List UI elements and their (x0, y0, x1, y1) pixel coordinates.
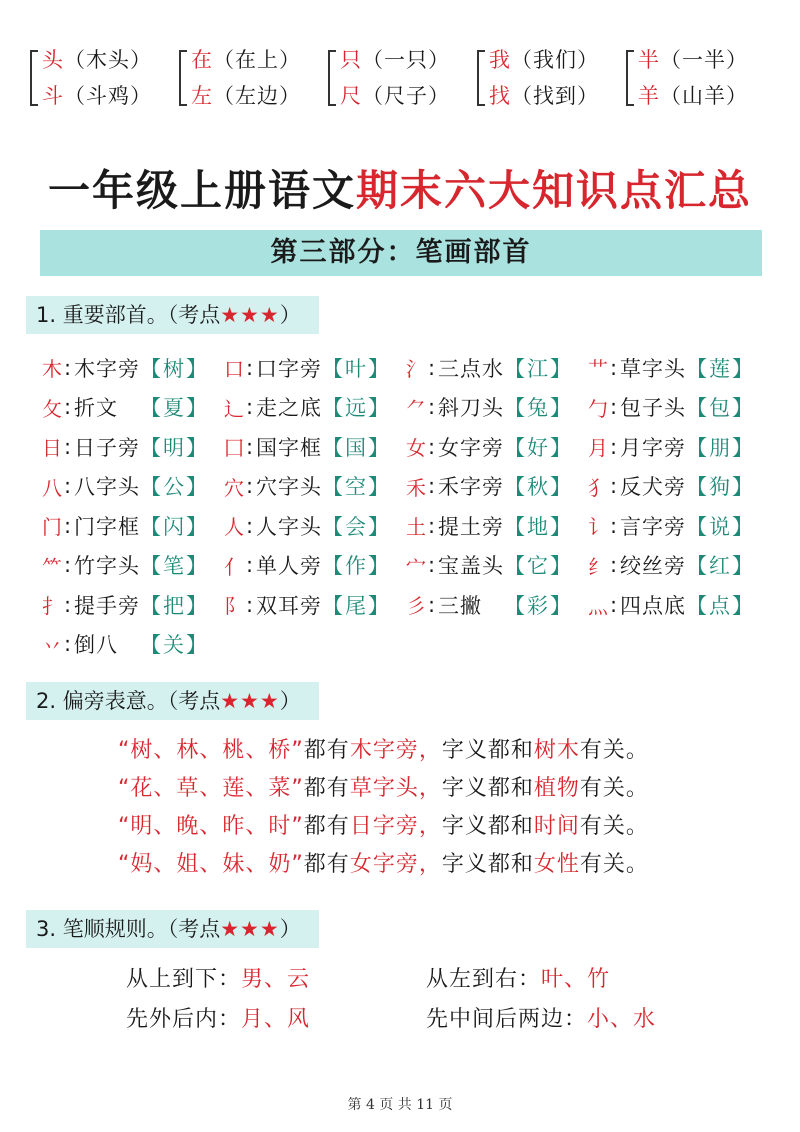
colon-separator: : (64, 632, 72, 657)
radical-name: 月字旁 (620, 435, 686, 460)
radical-glyph: 艹 (588, 357, 608, 382)
radical-item (586, 511, 768, 541)
radical-example: 【彩】 (504, 593, 573, 618)
radical-name: 四点底 (620, 593, 686, 618)
subheading-text: 1. 重要部首。（考点 (36, 303, 221, 327)
subheading-close: ） (279, 917, 301, 941)
radical-item (40, 432, 222, 462)
star-rating: ★★★ (220, 917, 280, 941)
radical-example: 【说】 (686, 514, 755, 539)
rule-item (126, 1000, 426, 1040)
meaning-text: 都有 (303, 814, 350, 839)
pair-char: 找 (489, 84, 511, 108)
radical-item (586, 392, 768, 422)
radical-glyph: 女 (406, 436, 426, 461)
radical-row (40, 388, 770, 428)
colon-separator: : (428, 434, 436, 459)
colon-separator: : (610, 434, 618, 459)
pair-row (638, 78, 773, 114)
page-title (0, 158, 800, 218)
rule-item (426, 1000, 726, 1040)
radical-glyph: ⺮ (42, 554, 62, 579)
colon-separator: : (64, 513, 72, 538)
radical-item (586, 550, 768, 580)
meaning-topic: 植物 (533, 776, 580, 801)
bracket (179, 50, 187, 106)
pair-row (638, 42, 773, 78)
pair-row (340, 78, 475, 114)
radical-item (40, 590, 222, 620)
radical-row (40, 585, 770, 625)
radical-item (586, 432, 768, 462)
radical-glyph: 八 (42, 475, 62, 500)
radical-glyph: 人 (224, 515, 244, 540)
pair-word: （我们） (511, 48, 599, 72)
radical-name: 宝盖头 (438, 554, 504, 579)
radical-glyph: 灬 (588, 594, 608, 619)
pair-char: 斗 (42, 84, 64, 108)
radical-glyph: 扌 (42, 594, 62, 619)
radical-example: 【朋】 (686, 435, 755, 460)
stroke-order-rules (126, 960, 726, 1040)
radical-item (222, 432, 404, 462)
radical-glyph: 纟 (588, 554, 608, 579)
title-black-part: 一年级上册语文 (47, 166, 356, 215)
meaning-line (118, 770, 718, 808)
subheading-text: 3. 笔顺规则。（考点 (36, 917, 221, 941)
radical-name: 穴字头 (256, 475, 322, 500)
colon-separator: : (610, 553, 618, 578)
colon-separator: : (246, 553, 254, 578)
radical-item (222, 550, 404, 580)
pair-word: （尺子） (362, 84, 450, 108)
radical-example: 【作】 (322, 554, 391, 579)
confusable-pair (475, 42, 624, 122)
radical-name: 双耳旁 (256, 593, 322, 618)
pair-char: 只 (340, 48, 362, 72)
meaning-text: 有关。 (579, 738, 649, 763)
pair-char: 左 (191, 84, 213, 108)
radical-name: 人字头 (256, 514, 322, 539)
radical-item (40, 511, 222, 541)
radical-name: 三点水 (438, 356, 504, 381)
meaning-topic: 树木 (533, 738, 580, 763)
radical-example: 【明】 (140, 435, 209, 460)
radical-item (222, 353, 404, 383)
radical-example: 【狗】 (686, 475, 755, 500)
meaning-text: 字义都和 (441, 738, 534, 763)
radical-glyph: 犭 (588, 475, 608, 500)
rule-examples: 叶、竹 (541, 967, 611, 992)
radical-row (40, 625, 770, 665)
radical-name: 竹字头 (74, 554, 140, 579)
radical-row (40, 467, 770, 507)
colon-separator: : (64, 553, 72, 578)
section-banner: 第三部分：笔画部首 (40, 230, 762, 276)
colon-separator: : (64, 592, 72, 617)
meaning-radical: 木字旁， (349, 738, 442, 763)
rule-name: 先中间后两边： (426, 1007, 588, 1032)
pair-word: （找到） (511, 84, 599, 108)
confusable-pairs (28, 42, 773, 122)
meaning-text: 都有 (303, 776, 350, 801)
radical-name: 提土旁 (438, 514, 504, 539)
radical-item (404, 353, 586, 383)
pair-row (42, 42, 177, 78)
confusable-pair (28, 42, 177, 122)
colon-separator: : (246, 355, 254, 380)
radical-glyph: 辶 (224, 396, 244, 421)
radical-example: 【红】 (686, 554, 755, 579)
radical-example: 【包】 (686, 396, 755, 421)
meaning-text: 都有 (303, 852, 350, 877)
radical-glyph: 亻 (224, 554, 244, 579)
radical-example: 【会】 (322, 514, 391, 539)
meaning-topic: 女性 (533, 852, 580, 877)
pair-word: （山羊） (660, 84, 748, 108)
pair-word: （斗鸡） (64, 84, 152, 108)
rule-name: 从左到右： (426, 967, 542, 992)
radical-item (404, 511, 586, 541)
radical-example: 【点】 (686, 593, 755, 618)
radical-name: 言字旁 (620, 514, 686, 539)
radical-glyph: 宀 (406, 554, 426, 579)
radical-example: 【夏】 (140, 396, 209, 421)
radical-item (40, 550, 222, 580)
radical-item (40, 392, 222, 422)
radical-item (40, 353, 222, 383)
colon-separator: : (246, 474, 254, 499)
radical-name: 倒八 (74, 633, 140, 658)
radical-name: 走之底 (256, 396, 322, 421)
radical-glyph: 土 (406, 515, 426, 540)
rule-examples: 男、云 (241, 967, 311, 992)
radical-example: 【秋】 (504, 475, 573, 500)
meaning-line (118, 808, 718, 846)
radical-name: 八字头 (74, 475, 140, 500)
subheading-text: 2. 偏旁表意。（考点 (36, 689, 221, 713)
pair-word: （木头） (64, 48, 152, 72)
colon-separator: : (428, 553, 436, 578)
colon-separator: : (64, 355, 72, 380)
pair-word: （在上） (213, 48, 301, 72)
subheading-close: ） (279, 689, 301, 713)
radical-item (222, 392, 404, 422)
confusable-pair (326, 42, 475, 122)
colon-separator: : (64, 434, 72, 459)
colon-separator: : (610, 395, 618, 420)
colon-separator: : (246, 395, 254, 420)
pair-char: 头 (42, 48, 64, 72)
radical-item (586, 353, 768, 383)
pair-word: （左边） (213, 84, 301, 108)
colon-separator: : (428, 592, 436, 617)
radical-example: 【叶】 (322, 356, 391, 381)
radicals-grid (40, 348, 770, 664)
radical-name: 木字旁 (74, 356, 140, 381)
bracket (30, 50, 38, 106)
meaning-chars: “明、晚、昨、时” (118, 814, 304, 839)
radical-glyph: 口 (224, 357, 244, 382)
bracket (477, 50, 485, 106)
subheading-stroke-order (26, 910, 319, 948)
subheading-close: ） (279, 303, 301, 327)
rule-row (126, 1000, 726, 1040)
radical-item (404, 471, 586, 501)
confusable-pair (177, 42, 326, 122)
radical-glyph: 阝 (224, 594, 244, 619)
colon-separator: : (610, 474, 618, 499)
radical-name: 三撇 (438, 593, 504, 618)
radical-example: 【地】 (504, 514, 573, 539)
radical-name: 日子旁 (74, 435, 140, 460)
radical-name: 折文 (74, 396, 140, 421)
radical-glyph: 穴 (224, 475, 244, 500)
rule-name: 先外后内： (126, 1007, 242, 1032)
pair-char: 我 (489, 48, 511, 72)
meaning-chars: “花、草、莲、菜” (118, 776, 304, 801)
radical-example: 【尾】 (322, 593, 391, 618)
radical-item (586, 590, 768, 620)
radical-item (40, 629, 222, 659)
radical-name: 绞丝旁 (620, 554, 686, 579)
radical-item (222, 511, 404, 541)
pair-word: （一只） (362, 48, 450, 72)
radical-name: 口字旁 (256, 356, 322, 381)
colon-separator: : (610, 513, 618, 538)
radical-row (40, 546, 770, 586)
star-rating: ★★★ (220, 689, 280, 713)
radical-example: 【兔】 (504, 396, 573, 421)
bracket (328, 50, 336, 106)
bracket (626, 50, 634, 106)
radical-example: 【公】 (140, 475, 209, 500)
radical-item (222, 590, 404, 620)
radical-name: 禾字旁 (438, 475, 504, 500)
colon-separator: : (428, 395, 436, 420)
meaning-text: 字义都和 (441, 814, 534, 839)
title-red-part: 期末六大知识点汇总 (356, 166, 753, 215)
radical-item (404, 392, 586, 422)
meaning-text: 有关。 (579, 814, 649, 839)
radical-meaning-list (118, 732, 718, 884)
colon-separator: : (428, 474, 436, 499)
radical-glyph: 月 (588, 436, 608, 461)
radical-example: 【好】 (504, 435, 573, 460)
radical-row (40, 506, 770, 546)
colon-separator: : (246, 434, 254, 459)
radical-example: 【国】 (322, 435, 391, 460)
radical-name: 单人旁 (256, 554, 322, 579)
rule-item (126, 960, 426, 1000)
radical-glyph: 讠 (588, 515, 608, 540)
meaning-line (118, 732, 718, 770)
colon-separator: : (610, 592, 618, 617)
meaning-text: 有关。 (579, 852, 649, 877)
pair-row (489, 78, 624, 114)
colon-separator: : (428, 355, 436, 380)
page-footer: 第 4 页 共 11 页 (347, 1097, 453, 1113)
radical-example: 【莲】 (686, 356, 755, 381)
rule-examples: 小、水 (587, 1007, 657, 1032)
radical-glyph: 勹 (588, 396, 608, 421)
radical-name: 提手旁 (74, 593, 140, 618)
radical-item (222, 471, 404, 501)
rule-item (426, 960, 726, 1000)
meaning-line (118, 846, 718, 884)
radical-glyph: 日 (42, 436, 62, 461)
radical-example: 【树】 (140, 356, 209, 381)
pair-row (340, 42, 475, 78)
meaning-text: 有关。 (579, 776, 649, 801)
radical-name: 草字头 (620, 356, 686, 381)
pair-row (42, 78, 177, 114)
radical-glyph: 彡 (406, 594, 426, 619)
radical-name: 斜刀头 (438, 396, 504, 421)
radical-item (40, 471, 222, 501)
radical-item (586, 471, 768, 501)
pair-row (489, 42, 624, 78)
radical-name: 国字框 (256, 435, 322, 460)
radical-example: 【空】 (322, 475, 391, 500)
pair-row (191, 42, 326, 78)
meaning-text: 都有 (303, 738, 350, 763)
meaning-text: 字义都和 (441, 776, 534, 801)
confusable-pair (624, 42, 773, 122)
colon-separator: : (246, 592, 254, 617)
colon-separator: : (64, 474, 72, 499)
radical-glyph: 丷 (42, 633, 62, 658)
colon-separator: : (64, 395, 72, 420)
meaning-text: 字义都和 (441, 852, 534, 877)
radical-item (404, 590, 586, 620)
radical-name: 反犬旁 (620, 475, 686, 500)
colon-separator: : (428, 513, 436, 538)
meaning-radical: 日字旁， (349, 814, 442, 839)
radical-example: 【把】 (140, 593, 209, 618)
radical-example: 【闪】 (140, 514, 209, 539)
radical-name: 包子头 (620, 396, 686, 421)
radical-glyph: 禾 (406, 475, 426, 500)
radical-example: 【它】 (504, 554, 573, 579)
rule-examples: 月、风 (241, 1007, 311, 1032)
radical-row (40, 348, 770, 388)
pair-word: （一半） (660, 48, 748, 72)
radical-item (404, 550, 586, 580)
radical-glyph: 攵 (42, 396, 62, 421)
radical-glyph: 氵 (406, 357, 426, 382)
radical-row (40, 427, 770, 467)
radical-example: 【关】 (140, 633, 209, 658)
pair-char: 尺 (340, 84, 362, 108)
meaning-chars: “树、林、桃、桥” (118, 738, 304, 763)
radical-example: 【笔】 (140, 554, 209, 579)
pair-char: 羊 (638, 84, 660, 108)
radical-glyph: 囗 (224, 436, 244, 461)
pair-row (191, 78, 326, 114)
meaning-radical: 女字旁， (349, 852, 442, 877)
radical-glyph: ⺈ (406, 396, 426, 421)
colon-separator: : (246, 513, 254, 538)
radical-name: 门字框 (74, 514, 140, 539)
subheading-important-radicals (26, 296, 319, 334)
subheading-radical-meaning (26, 682, 319, 720)
meaning-chars: “妈、姐、妹、奶” (118, 852, 304, 877)
pair-char: 在 (191, 48, 213, 72)
radical-example: 【远】 (322, 396, 391, 421)
radical-glyph: 门 (42, 515, 62, 540)
meaning-topic: 时间 (533, 814, 580, 839)
colon-separator: : (610, 355, 618, 380)
radical-item (404, 432, 586, 462)
radical-glyph: 木 (42, 357, 62, 382)
rule-row (126, 960, 726, 1000)
rule-name: 从上到下： (126, 967, 242, 992)
radical-name: 女字旁 (438, 435, 504, 460)
meaning-radical: 草字头， (349, 776, 442, 801)
radical-example: 【江】 (504, 356, 573, 381)
star-rating: ★★★ (220, 303, 280, 327)
pair-char: 半 (638, 48, 660, 72)
